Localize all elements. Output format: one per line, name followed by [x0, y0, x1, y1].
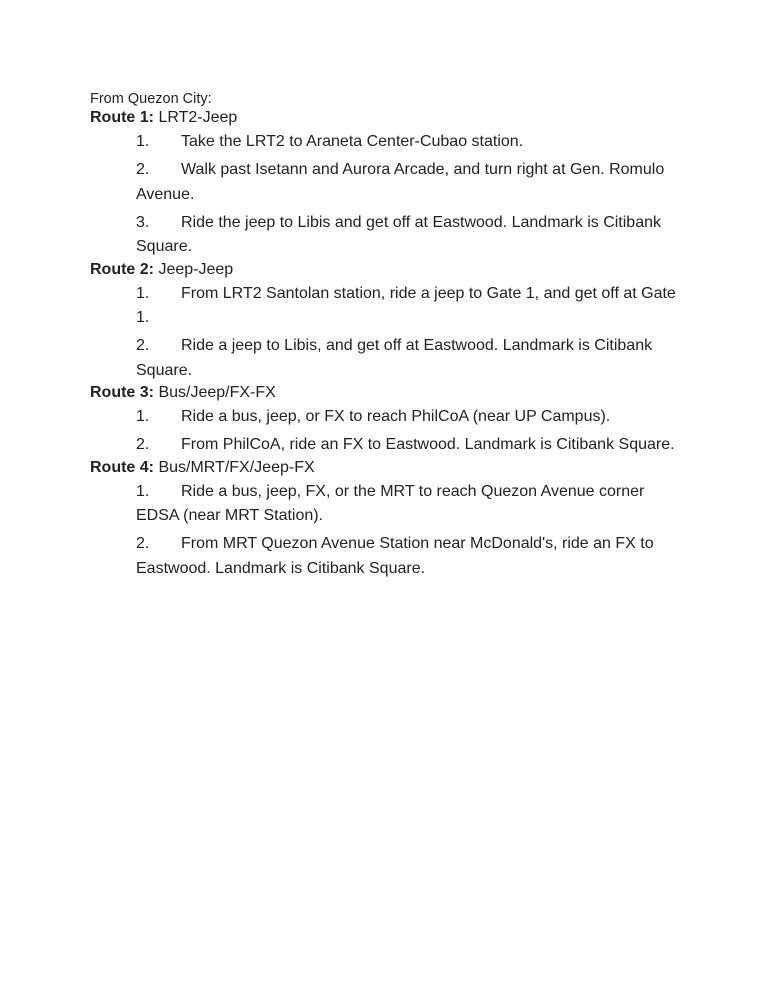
step-text: Ride the jeep to Libis and get off at Eastwood. Landmark is Citibank Square. [136, 213, 661, 255]
document-page [90, 90, 680, 581]
step-text: Ride a bus, jeep, FX, or the MRT to reach Quezon Avenue corner EDSA (near MRT Station). [136, 482, 645, 524]
route-label: Route 3: [90, 384, 154, 401]
step-number: 3. [136, 213, 150, 231]
route-mode: Jeep-Jeep [154, 260, 234, 278]
step-number: 2. [136, 161, 150, 178]
route-step [90, 158, 680, 207]
route-steps [90, 480, 680, 582]
route-heading [90, 260, 680, 280]
step-text: Take the LRT2 to Araneta Center-Cubao station. [181, 133, 524, 150]
route-step [90, 405, 680, 430]
route-step [90, 480, 680, 529]
route-mode: Bus/MRT/FX/Jeep-FX [154, 458, 315, 476]
step-number: 2. [136, 535, 150, 552]
step-text: From LRT2 Santolan station, ride a jeep to Gate 1, and get off at Gate 1. [136, 284, 676, 326]
route-label: Route 2: [90, 260, 154, 278]
step-number: 1. [136, 284, 150, 302]
route-section [90, 458, 680, 582]
route-step [90, 282, 680, 331]
route-step [90, 532, 680, 581]
route-heading [90, 108, 680, 128]
step-text: From MRT Quezon Avenue Station near McDonald's, ride an FX to Eastwood. Landmark is Citibank Square. [136, 535, 654, 577]
step-text: From PhilCoA, ride an FX to Eastwood. Landmark is Citibank Square. [181, 436, 675, 453]
step-number: 2. [136, 436, 150, 453]
step-text: Ride a bus, jeep, or FX to reach PhilCoA (near UP Campus). [181, 408, 611, 425]
route-section [90, 108, 680, 260]
intro-text: From Quezon City: [90, 91, 212, 107]
route-section [90, 383, 680, 458]
route-step [90, 211, 680, 260]
route-heading [90, 383, 680, 403]
route-heading [90, 458, 680, 478]
route-mode: LRT2-Jeep [154, 109, 238, 126]
step-text: Walk past Isetann and Aurora Arcade, and turn right at Gen. Romulo Avenue. [136, 161, 665, 203]
step-text: Ride a jeep to Libis, and get off at Eastwood. Landmark is Citibank Square. [136, 337, 653, 379]
route-section [90, 260, 680, 384]
step-number: 1. [136, 482, 150, 500]
step-number: 1. [136, 133, 150, 150]
route-label: Route 1: [90, 109, 154, 126]
route-step [90, 433, 680, 458]
route-steps [90, 130, 680, 260]
route-step [90, 334, 680, 383]
route-step [90, 130, 680, 155]
route-label: Route 4: [90, 458, 154, 476]
step-number: 1. [136, 408, 150, 425]
step-number: 2. [136, 337, 150, 354]
route-mode: Bus/Jeep/FX-FX [154, 384, 276, 401]
route-steps [90, 405, 680, 458]
route-steps [90, 282, 680, 384]
